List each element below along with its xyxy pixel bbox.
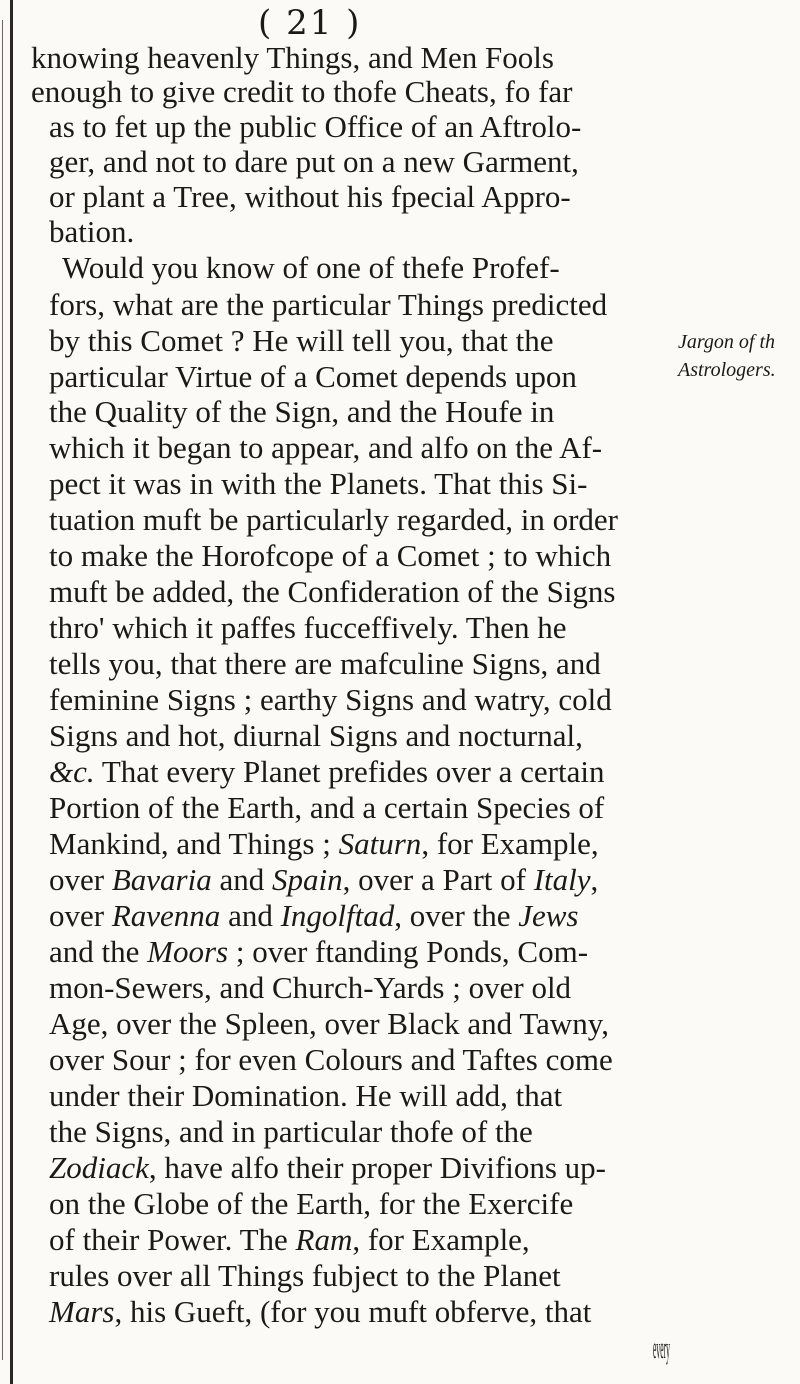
- text-line: over Bavaria and Spain, over a Part of Italy,: [49, 862, 599, 897]
- text-line: over Ravenna and Ingolftad, over the Jews: [49, 898, 579, 933]
- text-line: thro' which it paffes fucceffively. Then he: [49, 610, 567, 645]
- text-line: Zodiack, have alfo their proper Divifions up-: [49, 1150, 606, 1185]
- text-line: the Signs, and in particular thofe of the: [49, 1114, 533, 1149]
- text-line: muft be added, the Confideration of the Signs: [49, 574, 616, 609]
- text-line: ger, and not to dare put on a new Garment,: [49, 144, 579, 179]
- text-line: tells you, that there are mafculine Signs, and: [49, 646, 601, 681]
- text-line: particular Virtue of a Comet depends upon: [49, 359, 577, 394]
- text-line: enough to give credit to thofe Cheats, fo far: [31, 74, 573, 109]
- text-line: pect it was in with the Planets. That this Si-: [49, 466, 588, 501]
- text-line: which it began to appear, and alfo on the Af-: [49, 430, 603, 465]
- margin-note-line-2: Astrologers.: [678, 359, 776, 381]
- text-line: on the Globe of the Earth, for the Exercife: [49, 1186, 574, 1221]
- text-line: the Quality of the Sign, and the Houfe in: [49, 394, 555, 429]
- text-line: feminine Signs ; earthy Signs and watry, cold: [49, 682, 612, 717]
- text-line: to make the Horofcope of a Comet ; to which: [49, 538, 612, 573]
- page-gutter-line: [10, 0, 13, 1384]
- page-edge-line: [2, 20, 3, 1360]
- text-line: rules over all Things fubject to the Planet: [49, 1258, 561, 1293]
- text-line: Signs and hot, diurnal Signs and nocturnal,: [49, 718, 583, 753]
- text-line: over Sour ; for even Colours and Taftes come: [49, 1042, 613, 1077]
- text-line: Would you know of one of thefe Profef-: [62, 250, 560, 285]
- text-line: or plant a Tree, without his fpecial Appro-: [49, 179, 571, 214]
- text-line: by this Comet ? He will tell you, that the: [49, 323, 554, 358]
- text-line: and the Moors ; over ftanding Ponds, Com-: [49, 934, 589, 969]
- text-line: as to fet up the public Office of an Aftrolo-: [49, 109, 582, 144]
- text-line: fors, what are the particular Things predicted: [49, 287, 608, 322]
- catchword: every: [653, 1330, 670, 1365]
- text-line: Age, over the Spleen, over Black and Tawny,: [49, 1006, 609, 1041]
- text-line: of their Power. The Ram, for Example,: [49, 1222, 530, 1257]
- text-line: Mars, his Gueft, (for you muft obferve, that: [49, 1294, 592, 1329]
- page-number: ( 21 ): [258, 3, 362, 43]
- text-line: mon-Sewers, and Church-Yards ; over old: [49, 970, 572, 1005]
- text-line: Portion of the Earth, and a certain Species of: [49, 790, 605, 825]
- text-line: Mankind, and Things ; Saturn, for Example,: [49, 826, 599, 861]
- margin-note-line-1: Jargon of th: [678, 331, 776, 353]
- text-line: knowing heavenly Things, and Men Fools: [31, 40, 554, 75]
- text-line: tuation muft be particularly regarded, in order: [49, 502, 618, 537]
- text-line: under their Domination. He will add, that: [49, 1078, 563, 1113]
- text-line: bation.: [49, 214, 135, 249]
- text-line: &c. That every Planet prefides over a certain: [49, 754, 605, 789]
